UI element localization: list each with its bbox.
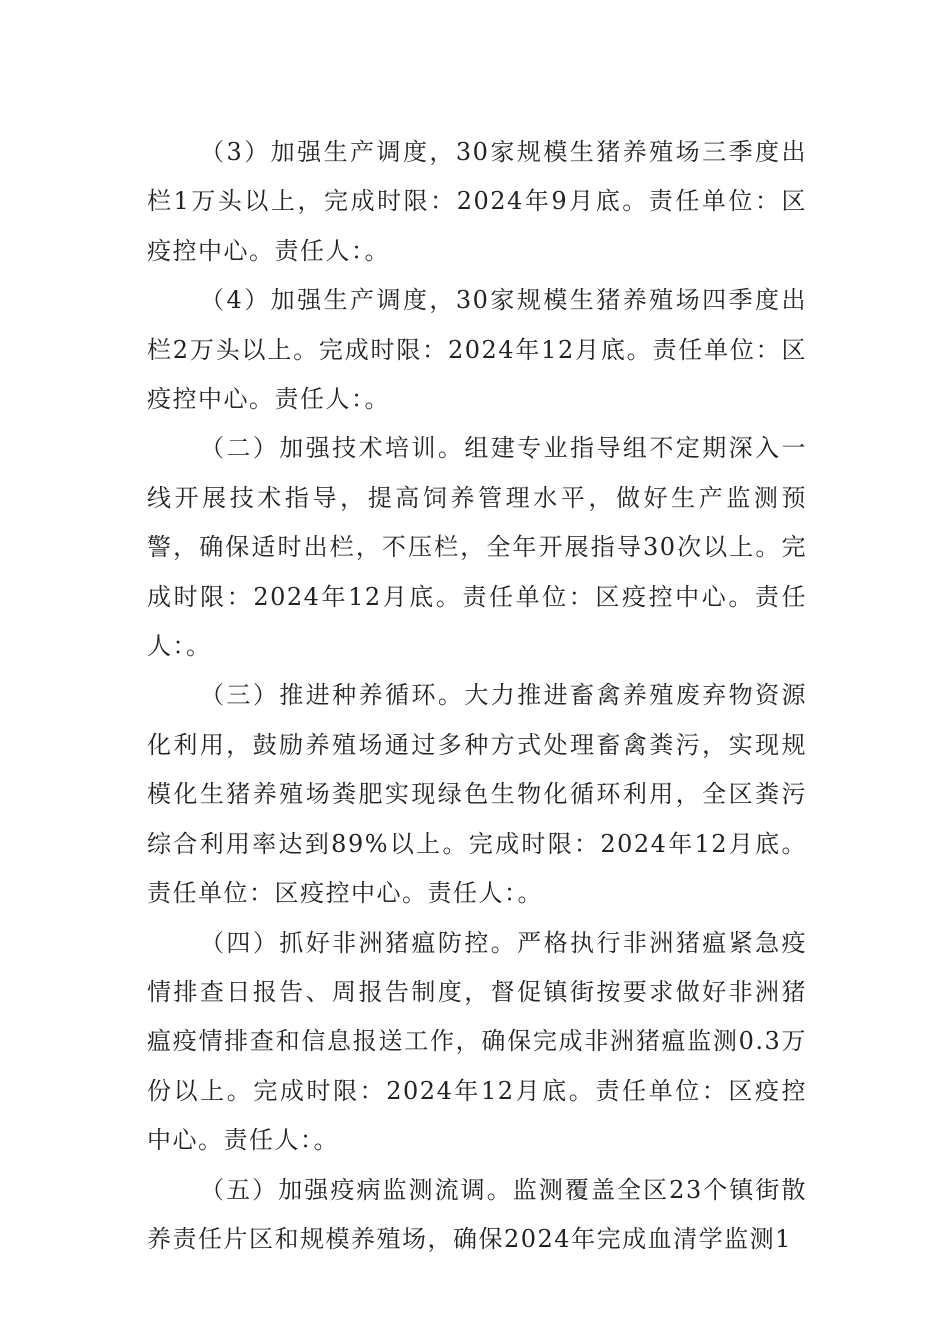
paragraph-disease-monitoring: （五）加强疫病监测流调。监测覆盖全区23个镇街散养责任片区和规模养殖场，确保2024年完成血清学监测1: [147, 1175, 807, 1253]
paragraph-production-q4: （4）加强生产调度，30家规模生猪养殖场四季度出栏2万头以上。完成时限：2024年12月底。责任单位：区疫控中心。责任人：。: [147, 286, 807, 414]
paragraph-technical-training: （二）加强技术培训。组建专业指导组不定期深入一线开展技术指导，提高饲养管理水平，做好生产监测预警，确保适时出栏，不压栏，全年开展指导30次以上。完成时限：2024年12月底。责任单位：区疫控中心。责任人：。: [147, 434, 807, 661]
paragraph-planting-breeding-cycle: （三）推进种养循环。大力推进畜禽养殖废弃物资源化利用，鼓励养殖场通过多种方式处理畜禽粪污，实现规模化生猪养殖场粪肥实现绿色生物化循环利用，全区粪污综合利用率达到89%以上。完成时限：2024年12月底。责任单位：区疫控中心。责任人：。: [147, 681, 807, 908]
paragraph-production-q3: （3）加强生产调度，30家规模生猪养殖场三季度出栏1万头以上，完成时限：2024年9月底。责任单位：区疫控中心。责任人：。: [147, 138, 807, 265]
document-body: [147, 128, 807, 1264]
paragraph-african-swine-fever: （四）抓好非洲猪瘟防控。严格执行非洲猪瘟紧急疫情排查日报告、周报告制度，督促镇街按要求做好非洲猪瘟疫情排查和信息报送工作，确保完成非洲猪瘟监测0.3万份以上。完成时限：2024年12月底。责任单位：区疫控中心。责任人：。: [147, 928, 807, 1155]
